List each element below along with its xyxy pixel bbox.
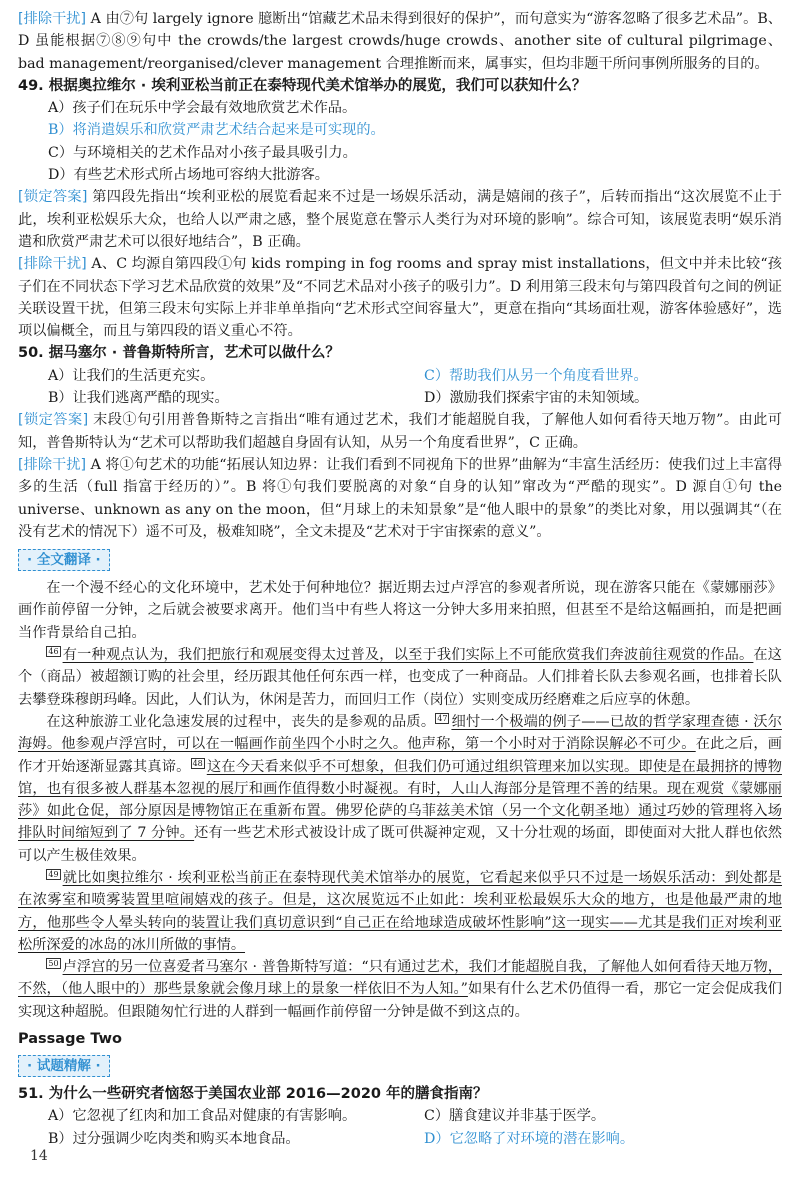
distractor-text: A 将①句艺术的功能“拓展认知边界：让我们看到不同视角下的世界”曲解为“丰富生活经历：使我们过上丰富得多的生活（full 指富于经历的）”。B 将①句我们要脱离的对象“自身的认知”窜改为“严酷的现实”。D 源自①句 the universe、unknown as any on the moon，但“月球上的未知景象”是“他人眼中的景象”的类比对象，用以强调其“（在没有艺术的情况下）遥不可及，极难知晓”，全文未提及“艺术对于宇宙探索的意义”。 [18, 456, 783, 540]
distractor-text: A 由⑦句 largely ignore 臆断出“馆藏艺术品未得到很好的保护”，而句意实为“游客忽略了很多艺术品”。B、D 虽能根据⑦⑧⑨句中 the crowds/the largest crowds/huge crowds、another site of cultural pilgrimage、bad management/reorganised/clever management 合理推断而来，属事实，但均非题干所问事例所服务的目的。 [18, 11, 782, 72]
q49-answer-analysis [18, 186, 782, 253]
passage-two-title: Passage Two [18, 1031, 122, 1048]
q51-option-c: C）膳食建议并非基于医学。 [424, 1108, 606, 1125]
paragraph-text: 在这个（商品）被超额订购的社会里，经历跟其他任何东西一样，也变成了一种商品。人们排着长队去参观名画，也排着长队去攀登珠穆朗玛峰。因此，人们认为，休闲是苦力，而回归工作（岗位）实则变成历经磨难之后应享的休憩。 [18, 647, 782, 708]
sentence-number-marker: 46 [48, 647, 59, 657]
distractor-text: A、C 均源自第四段①句 kids romping in fog rooms and spray mist installations，但文中并未比较“孩子们在不同状态下学习艺术品欣赏的效果”及“不同艺术品对小孩子的吸引力”。D 利用第三段末句与第四段首句之间的例证关联设置干扰，但第三段末句实际上并非单单指向“艺术形式空间容量大”，更意在指向“其场面壮观，游客体验感好”，选项以偏概全，而且与第四段的语义重心不符。 [18, 256, 782, 340]
q50-option-a: A）让我们的生活更充实。 [48, 367, 215, 384]
sentence-number-marker: 48 [192, 758, 203, 768]
underlined-sentence: 细忖一个极端的例子——已故的哲学家理查德 · 沃尔海姆。他参观卢浮宫时，可以在一幅画作前坐四个小时之久。他声称，第一个小时对于消除误解必不可少。 [18, 713, 782, 753]
q49-option-a: A）孩子们在玩乐中学会最有效地欣赏艺术作品。 [48, 100, 357, 117]
q50-distractor-analysis [18, 454, 782, 543]
answer-text: 第四段先指出“埃利亚松的展览看起来不过是一场娱乐活动，满是嬉闹的孩子”，后转而指出“这次展览不止于此，埃利亚松娱乐大众，也给人以严肃之感，整个展览意在警示人类行为对环境的影响”。综合可知，该展览表明“娱乐消遣和欣赏严肃艺术可以很好地结合”，B 正确。 [18, 189, 782, 250]
underlined-sentence: 就比如奥拉维尔 · 埃利亚松当前正在泰特现代美术馆举办的展览，它看起来似乎只不过是一场娱乐活动：到处都是在浓雾室和喷雾装置里喧闹嬉戏的孩子。但是，这次展览远不止如此：埃利亚松最娱乐大众的地方，也是他最严肃的地方，他那些令人晕头转向的装置让我们真切意识到“自己正在给地球造成破坏性影响”这一现实——尤其是我们正对埃利亚松所深爱的冰岛的冰川所做的事情。 [18, 869, 782, 953]
translation-paragraph-5 [18, 956, 782, 1023]
q50-option-c-correct: C）帮助我们从另一个角度看世界。 [424, 367, 648, 384]
q50-option-b: B）让我们逃离严酷的现实。 [48, 390, 229, 407]
underlined-sentence: 这在今天看来似乎不可想象，但我们仍可通过组织管理来加以实现。即使是在最拥挤的博物馆，也有很多被人群基本忽视的展厅和画作值得数小时凝视。有时，人山人海部分是管理不善的结果。现在观赏《蒙娜丽莎》如此仓促，部分原因是博物馆正在重新布置。佛罗伦萨的乌菲兹美术馆（另一个文化朝圣地）通过巧妙的管理将入场排队时间缩短到了 7 分钟。 [18, 758, 782, 842]
page-number: 14 [30, 1148, 48, 1164]
q50-option-d: D）激励我们探索宇宙的未知领域。 [424, 390, 649, 407]
q49-option-c: C）与环境相关的艺术作品对小孩子最具吸引力。 [48, 144, 357, 161]
distractor-tag: [排除干扰] [18, 456, 87, 473]
translation-section-tag: · 全文翻译 · [18, 549, 110, 571]
q49-option-d: D）有些艺术形式所占场地可容纳大批游客。 [48, 167, 329, 184]
q51-option-a: A）它忽视了红肉和加工食品对健康的有害影响。 [48, 1108, 357, 1125]
question-49-stem: 49. 根据奥拉维尔 · 埃利亚松当前正在泰特现代美术馆举办的展览，我们可以获知什么？ [18, 77, 587, 94]
question-51-stem: 51. 为什么一些研究者恼怒于美国农业部 2016—2020 年的膳食指南？ [18, 1086, 488, 1103]
sentence-number-marker: 50 [48, 959, 59, 969]
q51-option-b: B）过分强调少吃肉类和购买本地食品。 [48, 1130, 300, 1147]
translation-paragraph-3 [18, 711, 782, 867]
underlined-sentence: 有一种观点认为，我们把旅行和观展变得太过普及，以至于我们实际上不可能欣赏我们奔波前往观赏的作品。 [62, 647, 754, 664]
answer-text: 末段①句引用普鲁斯特之言指出“唯有通过艺术，我们才能超脱自我，了解他人如何看待天地万物”。由此可知，普鲁斯特认为“艺术可以帮助我们超越自身固有认知，从另一个角度看世界”，C 正确。 [18, 412, 782, 451]
distractor-tag: [排除干扰] [18, 11, 87, 27]
underlined-sentence: 卢浮宫的另一位喜爱者马塞尔 · 普鲁斯特写道：“只有通过艺术，我们才能超脱自我，了解他人如何看待天地万物，不然，（他人眼中的）那些景象就会像月球上的景象一样依旧不为人知。” [18, 959, 782, 998]
translation-paragraph-1: 在一个漫不经心的文化环境中，艺术处于何种地位？据近期去过卢浮宫的参观者所说，现在游客只能在《蒙娜丽莎》画作前停留一分钟，之后就会被要求离开。他们当中有些人将这一分钟大多用来拍照，但甚至不是给这幅画拍，而是把画当作背景给自己拍。 [18, 580, 782, 641]
sentence-number-marker: 47 [437, 713, 448, 723]
q49-distractor-analysis [18, 253, 782, 342]
question-50-stem: 50. 据马塞尔 · 普鲁斯特所言，艺术可以做什么？ [18, 345, 340, 362]
paragraph-text: 在此之后，画作才开始逐渐显露其真谛。 [18, 736, 782, 775]
translation-paragraph-4 [18, 867, 782, 956]
q51-option-d-correct: D）它忽略了对环境的潜在影响。 [424, 1130, 635, 1147]
distractor-tag: [排除干扰] [18, 256, 87, 273]
paragraph-text: 还有一些艺术形式被设计成了既可供凝神定观，又十分壮观的场面，即使面对大批人群也依然可以产生极佳效果。 [18, 825, 782, 864]
q51-options [18, 1105, 782, 1150]
q50-answer-analysis [18, 409, 782, 454]
page-content [18, 8, 782, 1150]
q50-options [18, 365, 782, 410]
paragraph-text: 在这种旅游工业化急速发展的过程中，丧失的是参观的品质。 [46, 713, 436, 730]
translation-paragraph-2 [18, 644, 782, 711]
question-analysis-section-tag: · 试题精解 · [18, 1055, 110, 1077]
top-distractor-note [18, 8, 782, 75]
sentence-number-marker: 49 [48, 869, 59, 879]
paragraph-text: 如果有什么艺术仍值得一看，那它一定会促成我们实现这种超脱。但跟随匆忙行进的人群到一幅画作前停留一分钟是做不到这点的。 [18, 981, 782, 1020]
answer-tag: [锁定答案] [18, 412, 89, 429]
q49-option-b-correct: B）将消遣娱乐和欣赏严肃艺术结合起来是可实现的。 [48, 122, 385, 139]
answer-tag: [锁定答案] [18, 189, 88, 206]
